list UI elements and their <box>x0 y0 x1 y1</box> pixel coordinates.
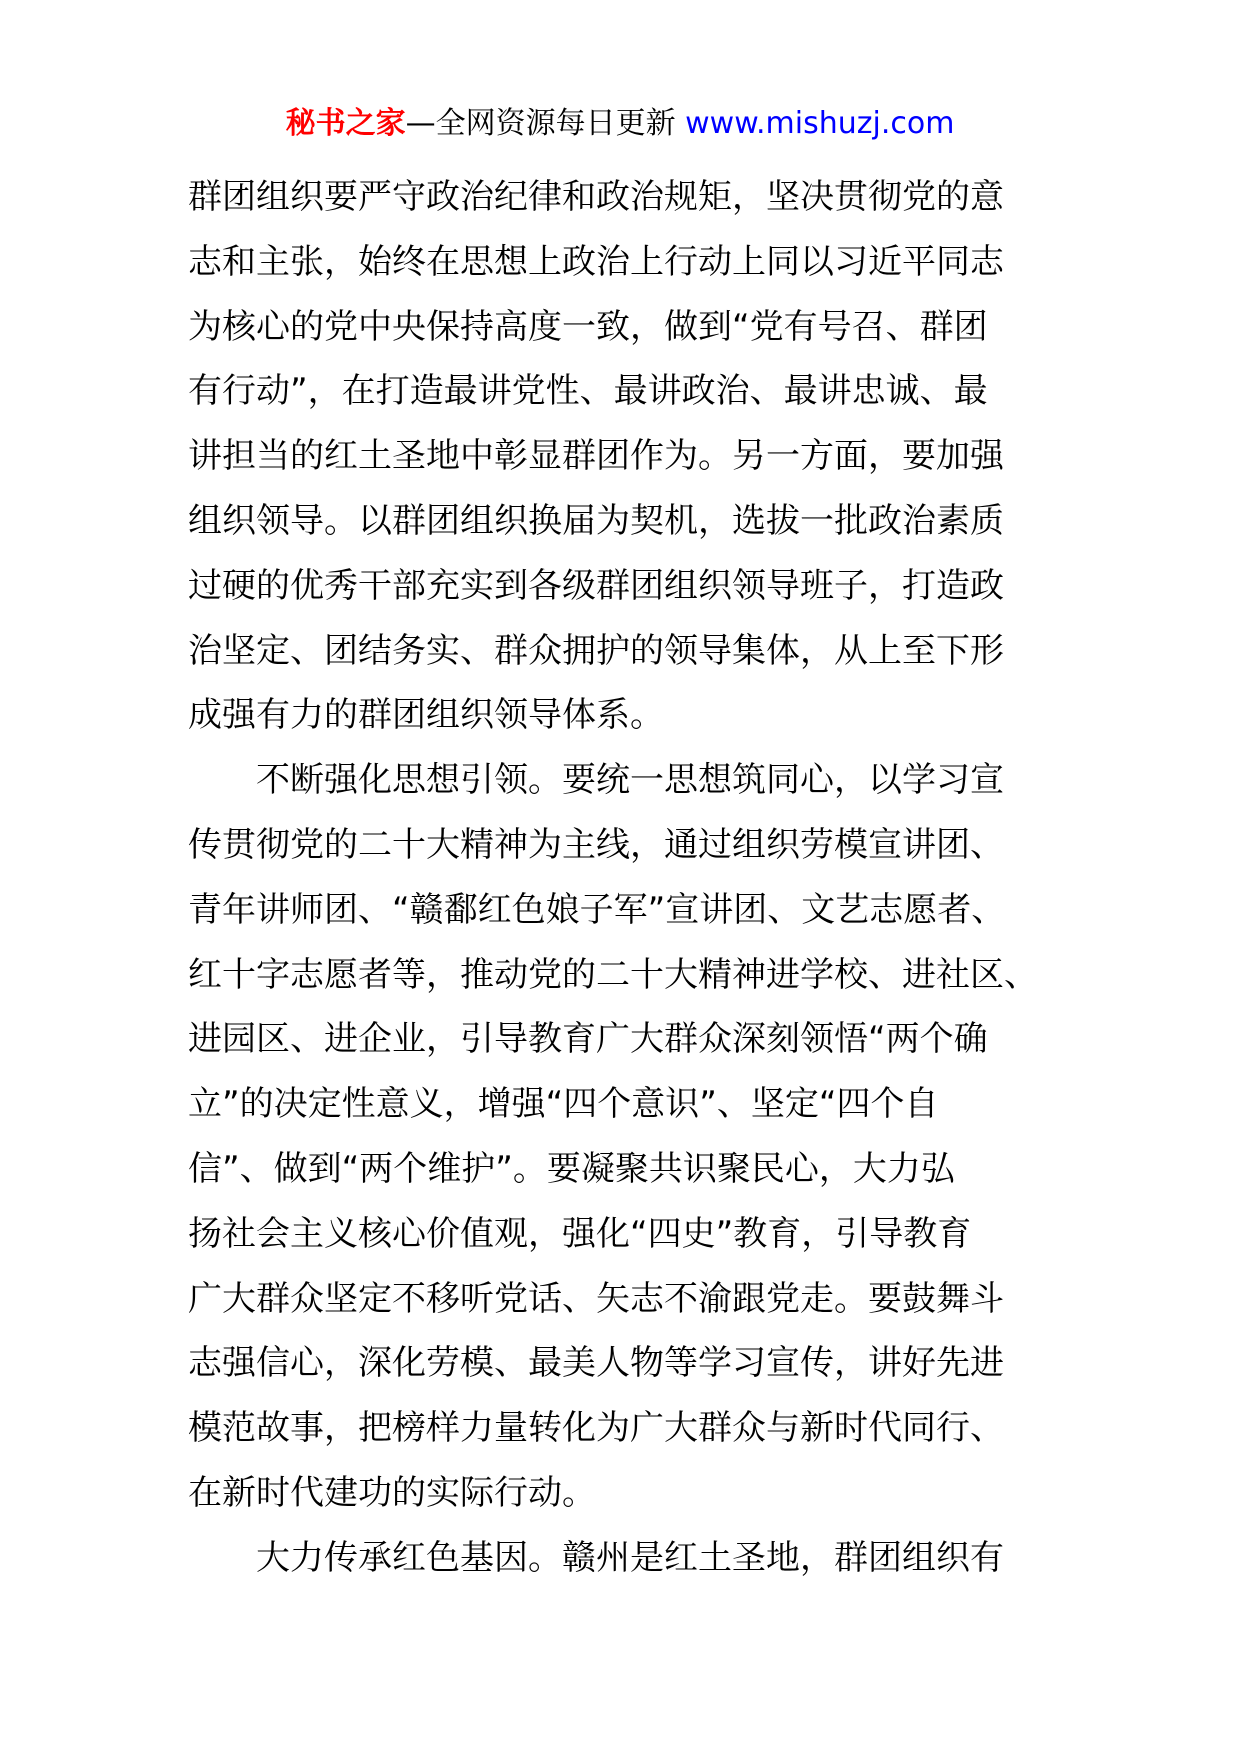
site-url-link[interactable]: www.mishuzj.com <box>685 106 955 141</box>
text-line: 在新时代建功的实际行动。 <box>188 1472 596 1513</box>
text-line: 传贯彻党的二十大精神为主线，通过组织劳模宣讲团、 <box>188 824 1004 865</box>
text-line: 组织领导。以群团组织换届为契机，选拔一批政治素质 <box>188 500 1004 541</box>
article-body <box>188 165 1068 1591</box>
site-tagline: —全网资源每日更新 <box>405 106 676 141</box>
paragraph-1 <box>188 165 1068 748</box>
text-line: 志强信心，深化劳模、最美人物等学习宣传，讲好先进 <box>188 1343 1004 1384</box>
text-line: 过硬的优秀干部充实到各级群团组织领导班子，打造政 <box>188 565 1004 606</box>
text-line: 群团组织要严守政治纪律和政治规矩，坚决贯彻党的意 <box>188 177 1004 217</box>
text-line: 讲担当的红土圣地中彰显群团作为。另一方面，要加强 <box>188 436 1004 477</box>
text-line: 立”的决定性意义，增强“四个意识”、坚定“四个自 <box>188 1084 939 1125</box>
text-line: 青年讲师团、“赣鄱红色娘子军”宣讲团、文艺志愿者、 <box>188 889 1006 930</box>
text-line: 红十字志愿者等，推动党的二十大精神进学校、进社区、 <box>188 954 1038 995</box>
text-line: 进园区、进企业，引导教育广大群众深刻领悟“两个确 <box>188 1019 988 1060</box>
text-line: 广大群众坚定不移听党话、矢志不渝跟党走。要鼓舞斗 <box>188 1278 1004 1319</box>
text-line: 为核心的党中央保持高度一致，做到“党有号召、群团 <box>188 306 988 347</box>
text-line: 信”、做到“两个维护”。要凝聚共识聚民心，大力弘 <box>188 1148 955 1189</box>
paragraph-3 <box>188 1526 1068 1591</box>
text-line: 大力传承红色基因。赣州是红土圣地，群团组织有 <box>256 1537 1004 1578</box>
paragraph-2 <box>188 748 1068 1526</box>
page-header <box>0 102 1240 146</box>
text-line: 扬社会主义核心价值观，强化“四史”教育，引导教育 <box>188 1213 972 1254</box>
site-brand: 秘书之家 <box>285 106 406 141</box>
text-line: 志和主张，始终在思想上政治上行动上同以习近平同志 <box>188 241 1004 282</box>
text-line: 模范故事，把榜样力量转化为广大群众与新时代同行、 <box>188 1408 1004 1449</box>
text-line: 成强有力的群团组织领导体系。 <box>188 695 664 736</box>
text-line: 治坚定、团结务实、群众拥护的领导集体，从上至下形 <box>188 630 1004 671</box>
text-line: 有行动”，在打造最讲党性、最讲政治、最讲忠诚、最 <box>188 371 988 412</box>
text-line: 不断强化思想引领。要统一思想筑同心，以学习宣 <box>256 760 1004 801</box>
